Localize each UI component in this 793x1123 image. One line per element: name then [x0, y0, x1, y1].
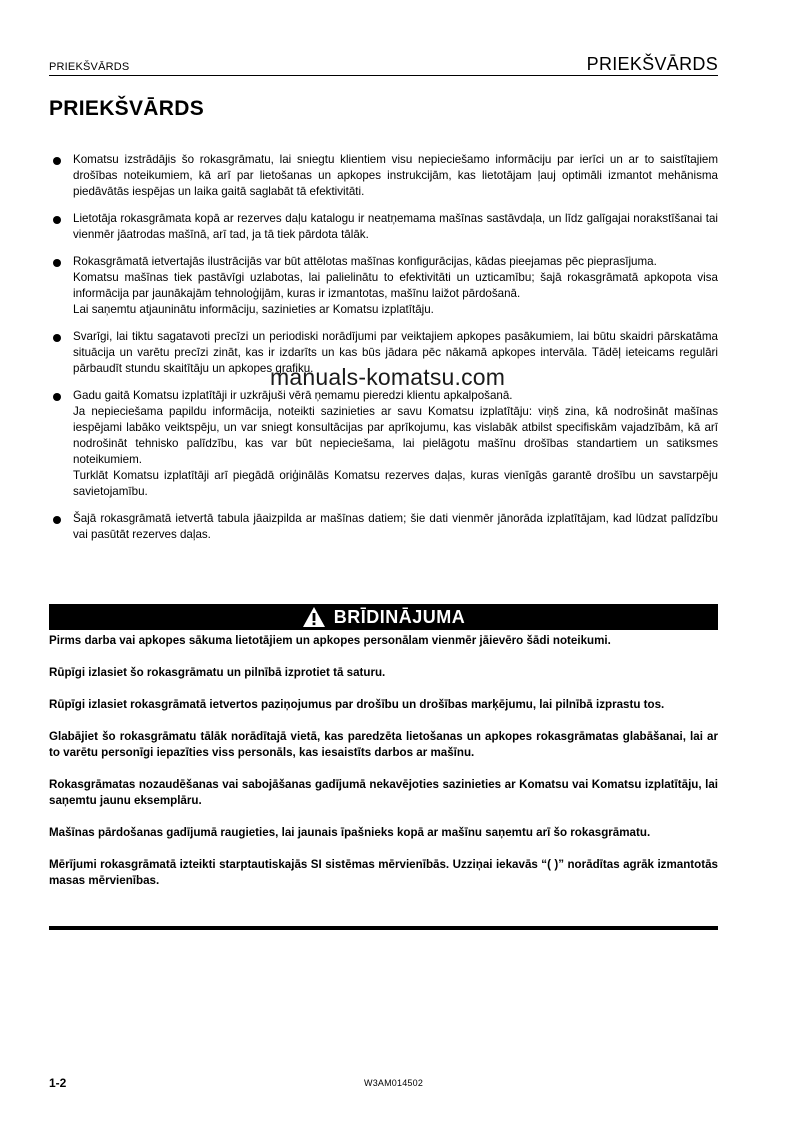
page-title: PRIEKŠVĀRDS [49, 97, 204, 120]
bullet-icon [53, 334, 61, 342]
bullet-text: Komatsu mašīnas tiek pastāvīgi uzlabotas, lai palielinātu to efektivitāti un uzticamību; šajā rokasgrāmatā apkopota visa informācija par jaunākajām tehnoloģijām, kuras ir izmantotas, mašīnu laižot pārdošanā. [73, 271, 718, 300]
warning-bottom-rule [49, 926, 718, 930]
warning-paragraph: Pirms darba vai apkopes sākuma lietotājiem un apkopes personālam vienmēr jāievēro šādi noteikumi. [49, 634, 611, 647]
bullet-icon [53, 157, 61, 165]
bullet-item [49, 511, 718, 543]
bullet-icon [53, 393, 61, 401]
warning-paragraph: Glabājiet šo rokasgrāmatu tālāk norādītajā vietā, kas paredzēta lietošanas un apkopes rokasgrāmatas glabāšanai, lai ar to varētu personīgi iepazīties viss personāls, kas iesaistīts darbos ar mašīnu. [49, 730, 718, 759]
bullet-text: Šajā rokasgrāmatā ietvertā tabula jāaizpilda ar mašīnas datiem; šie dati vienmēr jānorāda izplatītājam, kad lūdzat palīdzību vai pasūtāt rezerves daļas. [73, 512, 718, 541]
header-divider [49, 75, 718, 76]
bullet-text: Lai saņemtu atjauninātu informāciju, sazinieties ar Komatsu izplatītāju. [73, 303, 434, 316]
warning-paragraph: Rūpīgi izlasiet šo rokasgrāmatu un pilnībā izprotiet tā saturu. [49, 666, 386, 679]
bullet-text: Turklāt Komatsu izplatītāji arī piegādā oriģinālās Komatsu rezerves daļas, kuras vienīgās garantē drošību un savstarpēju savietojamību. [73, 469, 718, 498]
watermark-text: manuals-komatsu.com [270, 364, 506, 390]
bullet-text: Rokasgrāmatā ietvertajās ilustrācijās var būt attēlotas mašīnas konfigurācijas, kādas pieejamas pēc pieprasījuma. [73, 255, 657, 268]
bullet-icon [53, 516, 61, 524]
bullet-icon [53, 259, 61, 267]
warning-paragraph: Rokasgrāmatas nozaudēšanas vai sabojāšanas gadījumā nekavējoties sazinieties ar Komatsu vai Komatsu izplatītāju, lai saņemtu jaunu eksemplāru. [49, 778, 718, 807]
bullet-text: Gadu gaitā Komatsu izplatītāji ir uzkrājuši vērā ņemamu pieredzi klientu apkalpošanā. [73, 389, 513, 402]
warning-header [49, 604, 718, 630]
header-section-title: PRIEKŠVĀRDS [586, 54, 718, 74]
bullet-text: Komatsu izstrādājis šo rokasgrāmatu, lai sniegtu klientiem visu nepieciešamo informāciju par ierīci un ar to saistītajiem drošības noteikumiem, kā arī par lietošanas un apkopes instrukcijām, kas lietotājam ļauj optimāli izmantot mehānisma piedāvātās iespējas un laika gaitā saglabāt tā efektivitāti. [73, 153, 718, 198]
page-number: 1-2 [49, 1076, 67, 1090]
warning-triangle-icon [302, 606, 326, 628]
bullet-item [49, 254, 718, 318]
warning-body [49, 633, 718, 905]
bullet-list [49, 152, 718, 554]
warning-paragraph: Mērījumi rokasgrāmatā izteikti starptautiskajās SI sistēmas mērvienībās. Uzziņai iekavās “( )” norādītas agrāk izmantotās masas mērvienības. [49, 858, 718, 887]
bullet-item [49, 211, 718, 243]
header-section-label: PRIEKŠVĀRDS [49, 61, 130, 73]
bullet-item [49, 388, 718, 500]
bullet-text: Svarīgi, lai tiktu sagatavoti precīzi un periodiski norādījumi par veiktajiem apkopes pasākumiem, lai būtu skaidri pārskatāma situācija un varētu precīzi zināt, kas ir izdarīts un kas būs jādara pēc nākamā apkopes intervāla. Tādēļ ieteicams regulāri pārbaudīt stundu skaitītāju un apkopes grafiku. [73, 330, 718, 375]
bullet-text: Lietotāja rokasgrāmata kopā ar rezerves daļu katalogu ir neatņemama mašīnas sastāvdaļa, un līdz galīgajai norakstīšanai tai vienmēr jāatrodas mašīnā, arī tad, ja tā tiek pārdota tālāk. [73, 212, 718, 241]
document-code: W3AM014502 [364, 1078, 424, 1088]
warning-paragraph: Rūpīgi izlasiet rokasgrāmatā ietvertos paziņojumus par drošību un drošības marķējumu, lai pilnībā izprastu tos. [49, 698, 665, 711]
bullet-text: Ja nepieciešama papildu informācija, noteikti sazinieties ar savu Komatsu izplatītāju: viņš zina, kā nodrošināt mašīnas iespējami labāko veiktspēju, un var sniegt konsultācijas par aprīkojumu, kas vislabāk atbilst specifiskām vajadzībām, kā arī nodrošināt tehnisko palīdzību, kas var būt nepieciešama, lai pielāgotu mašīnu drošības standartiem un satiksmes noteikumiem. [73, 405, 718, 466]
warning-paragraph: Mašīnas pārdošanas gadījumā raugieties, lai jaunais īpašnieks kopā ar mašīnu saņemtu arī šo rokasgrāmatu. [49, 826, 651, 839]
bullet-icon [53, 216, 61, 224]
warning-title: BRĪDINĀJUMA [333, 606, 466, 627]
bullet-item [49, 152, 718, 200]
